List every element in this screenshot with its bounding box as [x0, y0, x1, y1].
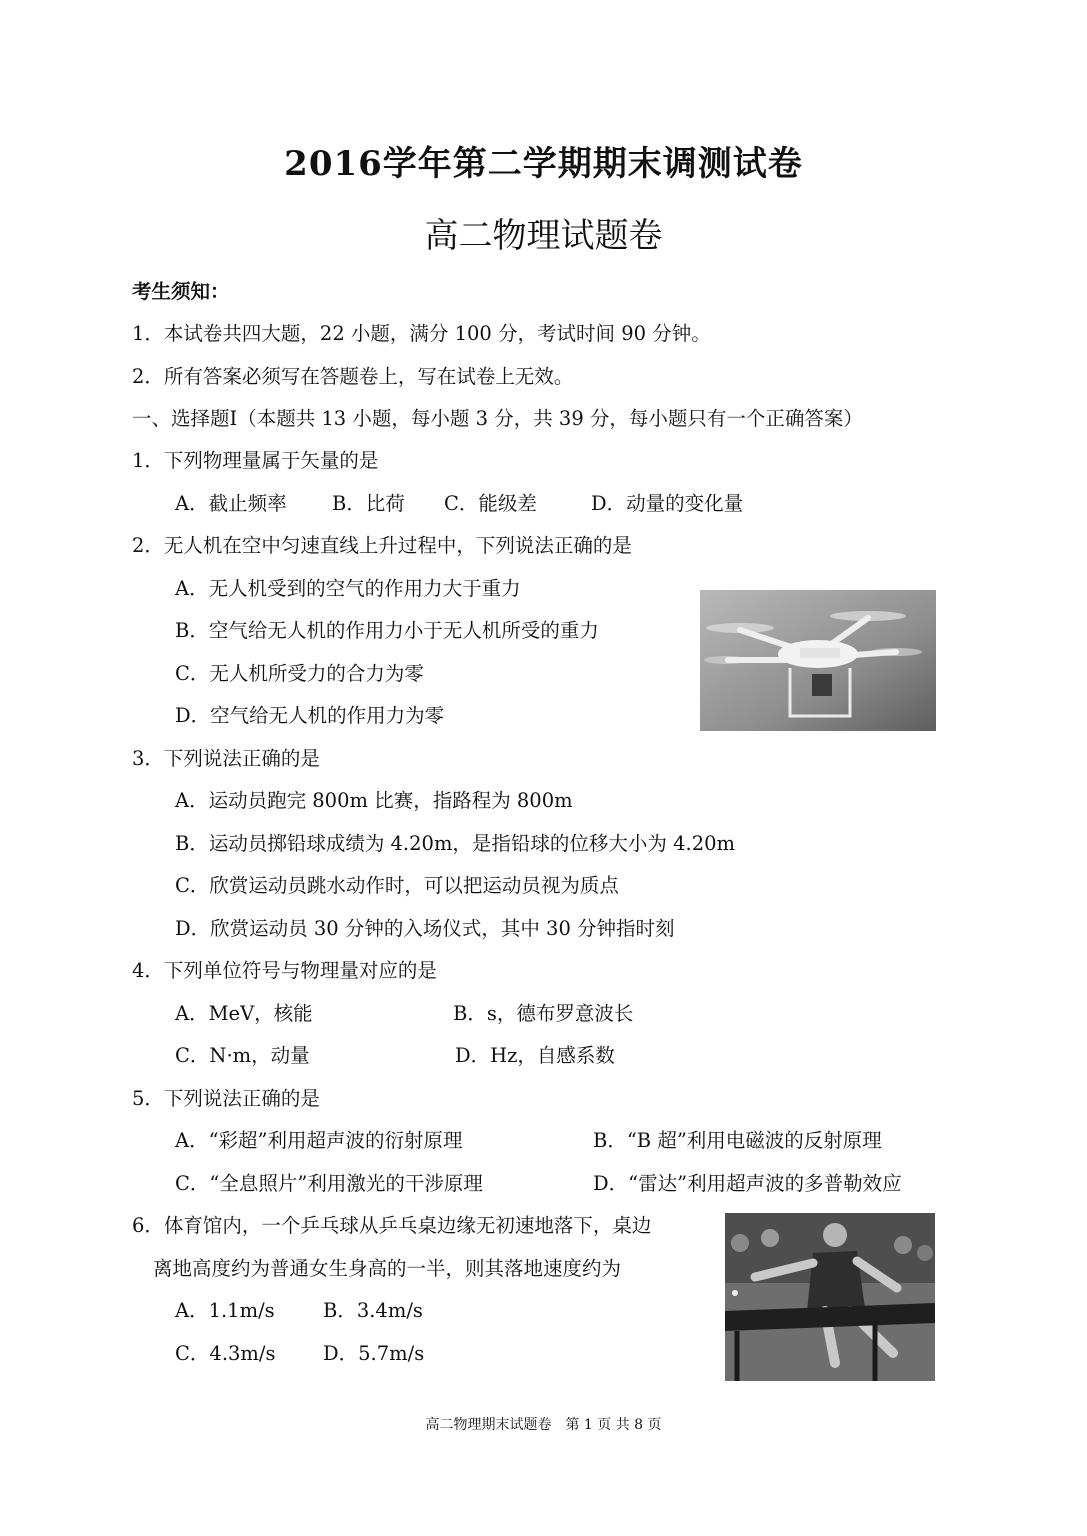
question-3-option-d: D．欣赏运动员 30 分钟的入场仪式，其中 30 分钟指时刻 — [175, 917, 675, 940]
question-1-option-d: D．动量的变化量 — [591, 492, 744, 515]
question-5-option-d: D．“雷达”利用超声波的多普勒效应 — [593, 1172, 902, 1195]
question-1-stem: 1．下列物理量属于矢量的是 — [132, 449, 379, 472]
question-1-option-a: A．截止频率 — [175, 492, 287, 515]
question-5-stem: 5．下列说法正确的是 — [132, 1087, 320, 1110]
question-4-option-c: C．N·m，动量 — [175, 1044, 310, 1067]
question-6-option-a: A．1.1m/s — [175, 1299, 275, 1322]
question-1-option-b: B．比荷 — [332, 492, 405, 515]
question-3-option-b: B．运动员掷铅球成绩为 4.20m，是指铅球的位移大小为 4.20m — [175, 832, 736, 855]
exam-title: 2016学年第二学期期末调测试卷 — [284, 144, 803, 184]
question-2-option-c: C．无人机所受力的合力为零 — [175, 662, 424, 685]
question-4-stem: 4．下列单位符号与物理量对应的是 — [132, 959, 437, 982]
paper-subtitle: 高二物理试题卷 — [424, 216, 663, 256]
question-4-option-d: D．Hz，自感系数 — [455, 1044, 615, 1067]
notice-item-2: 2．所有答案必须写在答题卷上，写在试卷上无效。 — [132, 365, 574, 388]
question-2-option-b: B．空气给无人机的作用力小于无人机所受的重力 — [175, 619, 599, 642]
question-4-option-a: A．MeV，核能 — [175, 1002, 313, 1025]
question-1-option-c: C．能级差 — [444, 492, 537, 515]
question-4-option-b: B．s，德布罗意波长 — [453, 1002, 634, 1025]
question-3-stem: 3．下列说法正确的是 — [132, 747, 320, 770]
notice-heading: 考生须知： — [132, 280, 230, 303]
question-6-stem-continued: 离地高度约为普通女生身高的一半，则其落地速度约为 — [153, 1257, 622, 1280]
question-3-option-c: C．欣赏运动员跳水动作时，可以把运动员视为质点 — [175, 874, 619, 897]
notice-item-1: 1．本试卷共四大题，22 小题，满分 100 分，考试时间 90 分钟。 — [132, 322, 711, 345]
question-6-stem: 6．体育馆内，一个乒乓球从乒乓桌边缘无初速地落下，桌边 — [132, 1214, 652, 1237]
question-3-option-a: A．运动员跑完 800m 比赛，指路程为 800m — [175, 789, 573, 812]
drone-photo — [700, 590, 936, 731]
table-tennis-photo — [725, 1213, 935, 1381]
question-5-option-b: B．“B 超”利用电磁波的反射原理 — [593, 1129, 882, 1152]
question-6-option-d: D．5.7m/s — [323, 1342, 425, 1365]
question-5-option-c: C．“全息照片”利用激光的干涉原理 — [175, 1172, 483, 1195]
question-2-stem: 2．无人机在空中匀速直线上升过程中，下列说法正确的是 — [132, 534, 632, 557]
page-footer: 高二物理期末试题卷 第 1 页 共 8 页 — [425, 1417, 662, 1433]
question-2-option-d: D．空气给无人机的作用力为零 — [175, 704, 445, 727]
question-6-option-c: C．4.3m/s — [175, 1342, 276, 1365]
question-5-option-a: A．“彩超”利用超声波的衍射原理 — [175, 1129, 463, 1152]
question-6-option-b: B．3.4m/s — [323, 1299, 423, 1322]
section-heading: 一、选择题Ⅰ（本题共 13 小题，每小题 3 分，共 39 分，每小题只有一个正确答案） — [132, 407, 863, 430]
question-2-option-a: A．无人机受到的空气的作用力大于重力 — [175, 577, 521, 600]
